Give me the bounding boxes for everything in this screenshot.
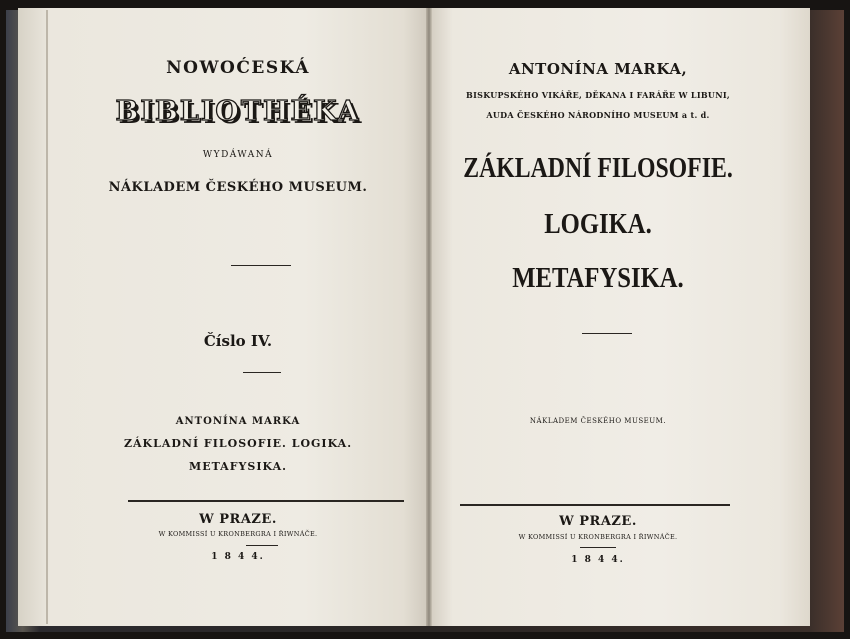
- divider: [243, 372, 281, 373]
- imprint-printer: W KOMMISSÍ U KRONBERGRA I ŘIWNÁČE.: [518, 533, 678, 541]
- publisher-line: NÁKLADEM ČESKÉHO MUSEUM.: [108, 180, 368, 195]
- author-name: ANTONÍNA MARKA: [175, 416, 301, 427]
- publisher-line: NÁKLADEM ČESKÉHO MUSEUM.: [529, 417, 667, 425]
- imprint-year: 1 8 4 4.: [571, 555, 625, 565]
- book-title-line3: METAFYSIKA.: [512, 262, 684, 294]
- divider: [128, 500, 404, 502]
- author-name: ANTONÍNA MARKA,: [508, 60, 688, 78]
- book-title-line2: LOGIKA.: [544, 208, 652, 240]
- divider: [582, 333, 632, 334]
- volume-number: Číslo IV.: [203, 332, 273, 350]
- work-title-line1: ZÁKLADNÍ FILOSOFIE. LOGIKA.: [123, 437, 353, 450]
- author-title-line2: AUDA ČESKÉHO NÁRODNÍHO MUSEUM a t. d.: [486, 110, 710, 120]
- divider: [460, 504, 730, 506]
- published-label: WYDÁWANÁ: [202, 150, 274, 160]
- series-title-line1: NOWOĆESKÁ: [166, 58, 310, 78]
- series-title-line2: BIBLIOTHÉKA: [115, 96, 361, 127]
- imprint-printer: W KOMMISSÍ U KRONBERGRA I ŘIWNÁČE.: [158, 530, 318, 538]
- imprint-city: W PRAZE.: [559, 514, 637, 529]
- book-title-line1: ZÁKLADNÍ FILOSOFIE.: [463, 152, 733, 184]
- work-title-line2: METAFYSIKA.: [189, 460, 287, 473]
- divider: [231, 265, 291, 266]
- imprint-year: 1 8 4 4.: [211, 552, 265, 562]
- divider: [580, 547, 616, 548]
- imprint-city: W PRAZE.: [199, 512, 277, 527]
- divider: [246, 545, 278, 546]
- author-title-line1: BISKUPSKÉHO VIKÁŘE, DĚKANA I FARÁŘE W LIBUNI,: [466, 90, 730, 100]
